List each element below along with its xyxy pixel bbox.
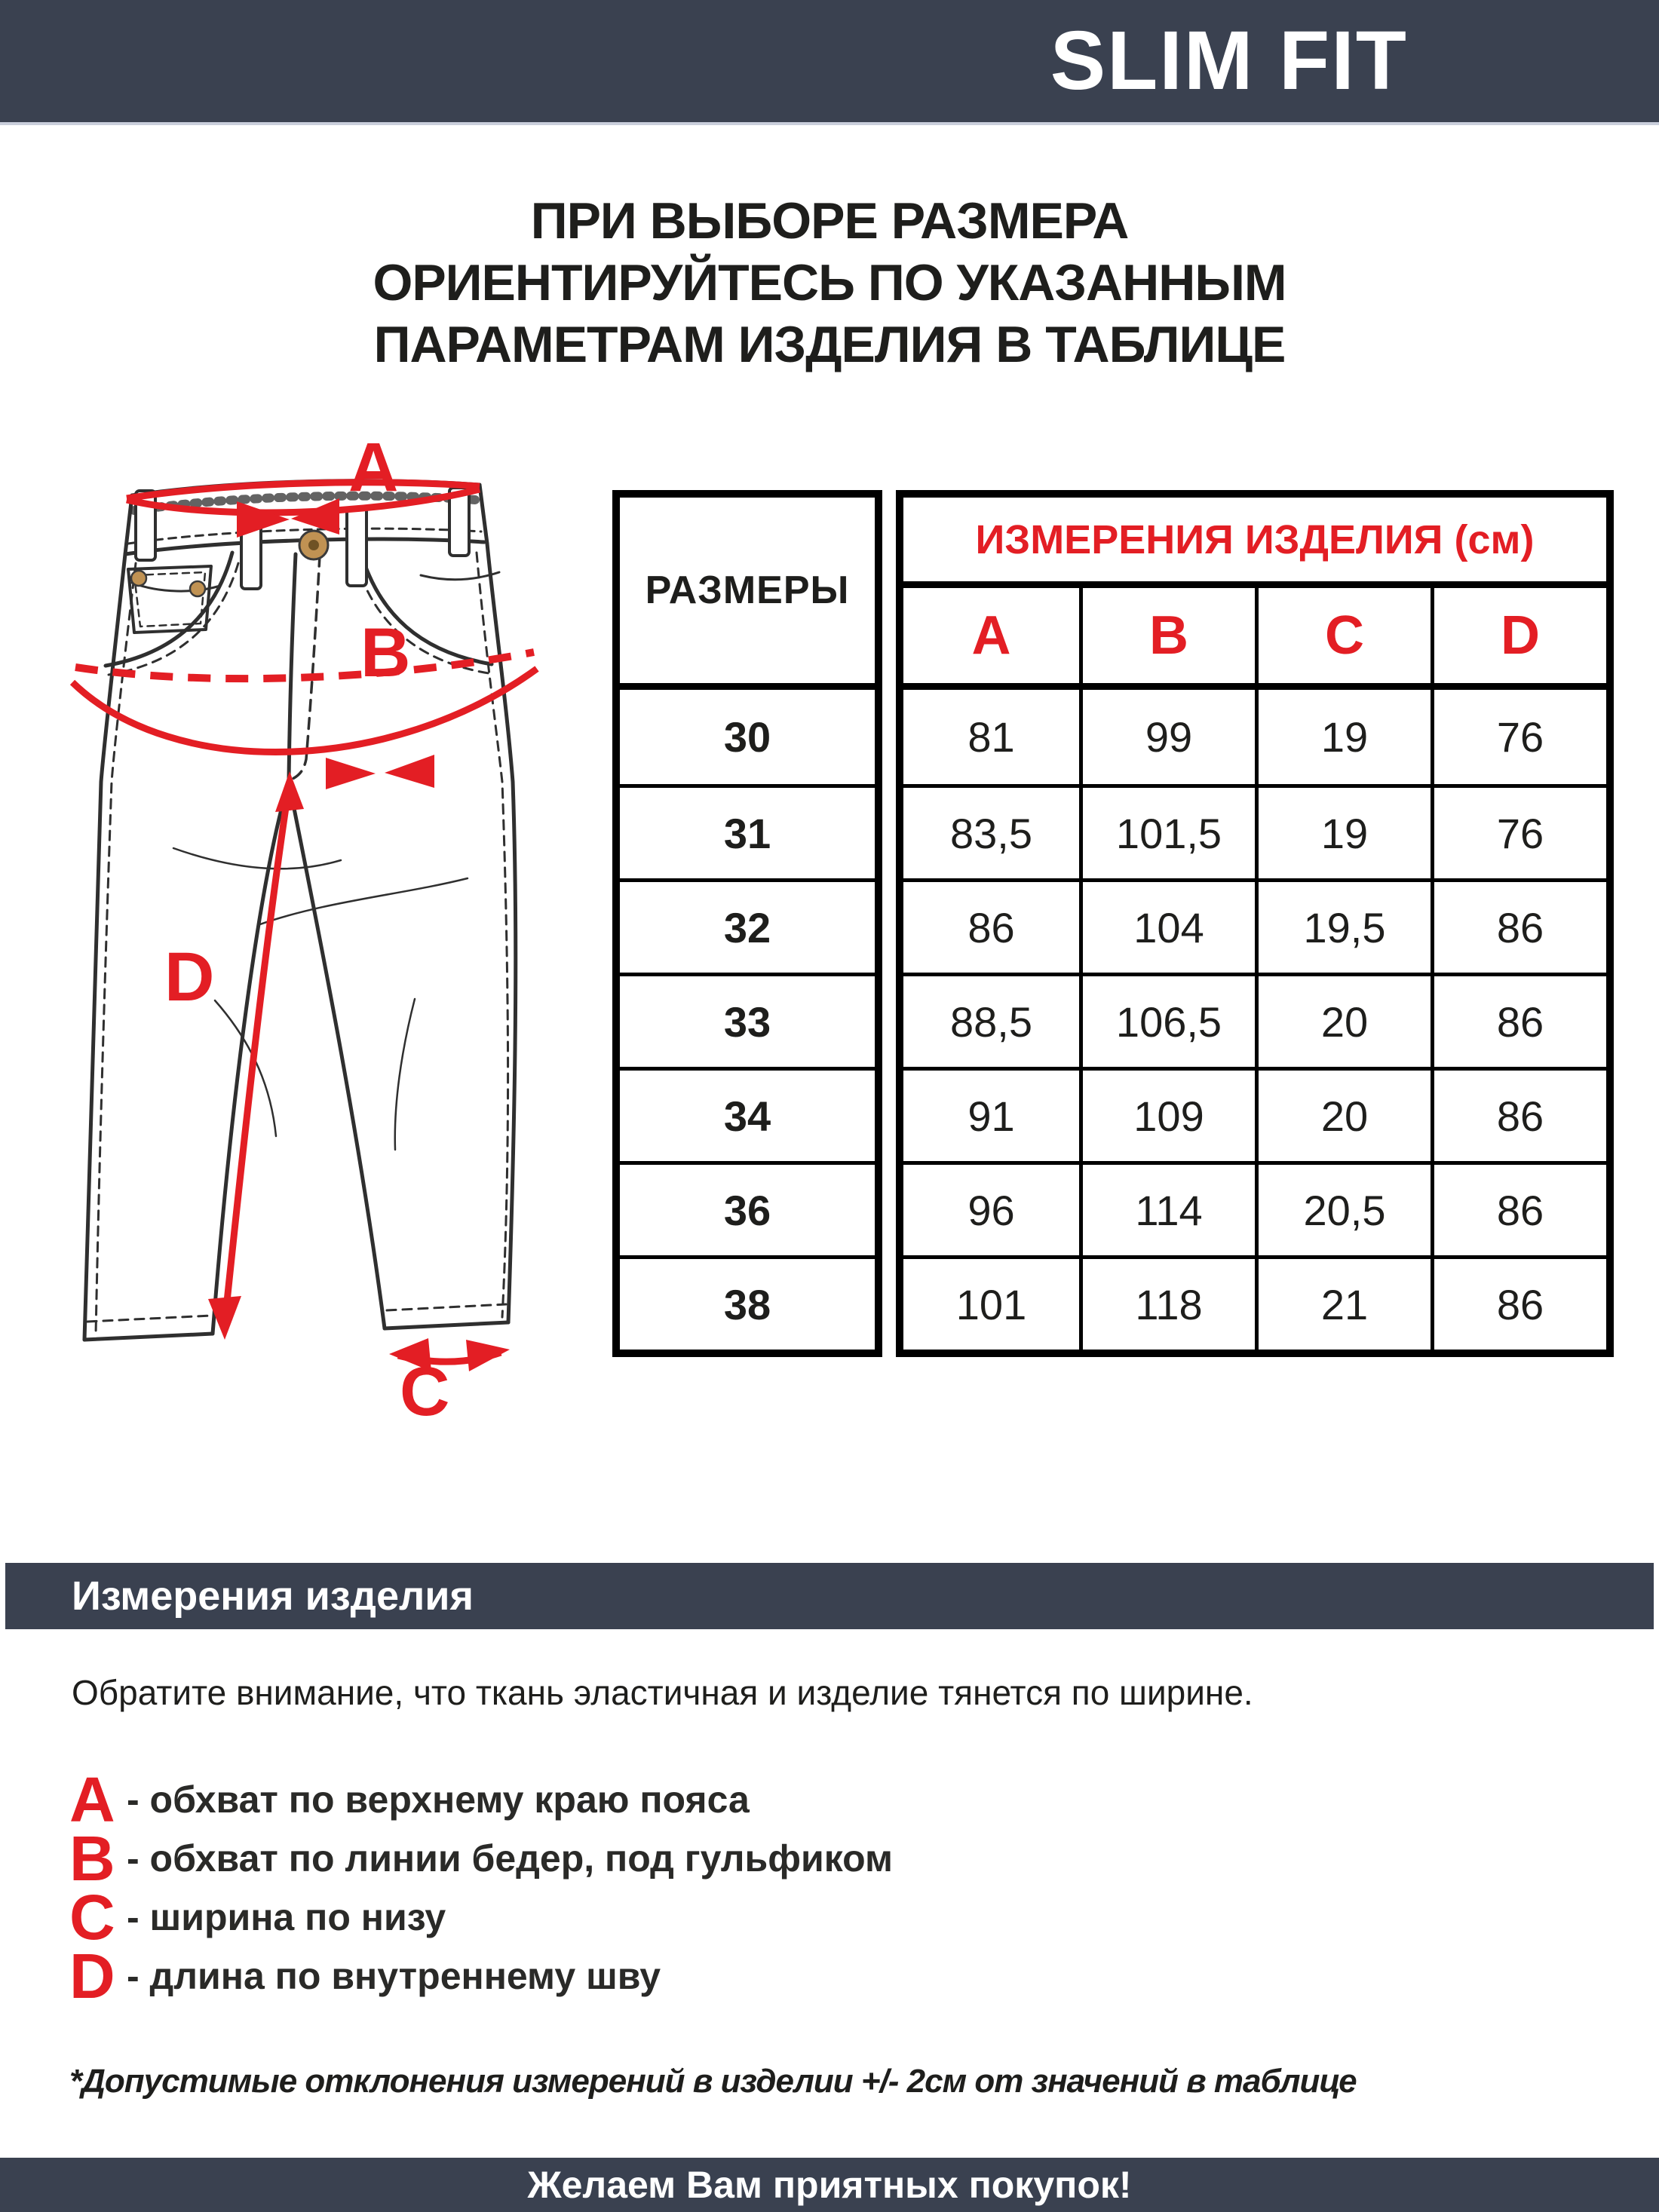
diagram-label-a: A xyxy=(348,429,399,506)
intro-line-1: ПРИ ВЫБОРЕ РАЗМЕРА xyxy=(530,192,1129,250)
fit-title: SLIM FIT xyxy=(1050,14,1408,107)
legend-letter: D xyxy=(69,1941,115,2011)
value-cell-c: 20,5 xyxy=(1255,1161,1431,1255)
diagram-label-c: C xyxy=(400,1353,450,1421)
value-cell-b: 106,5 xyxy=(1079,973,1255,1067)
intro-line-2: ОРИЕНТИРУЙТЕСЬ ПО УКАЗАННЫМ xyxy=(373,254,1286,311)
diagram-label-b: B xyxy=(360,614,411,691)
measurement-labels xyxy=(164,429,449,1421)
size-cell: 38 xyxy=(620,1255,875,1350)
measurements-table xyxy=(896,490,1614,1357)
header-bar xyxy=(0,0,1659,125)
value-cell-a: 96 xyxy=(903,1161,1079,1255)
legend-text: - обхват по линии бедер, под гульфиком xyxy=(127,1837,893,1880)
value-cell-a: 101 xyxy=(903,1255,1079,1350)
intro-line-3: ПАРАМЕТРАМ ИЗДЕЛИЯ В ТАБЛИЦЕ xyxy=(373,316,1286,373)
measurement-legend xyxy=(69,1764,893,2011)
size-cell: 34 xyxy=(620,1067,875,1161)
value-cell-a: 83,5 xyxy=(903,784,1079,878)
legend-letter: B xyxy=(69,1823,115,1894)
value-cell-d: 76 xyxy=(1431,690,1606,784)
sizes-column xyxy=(612,490,882,1357)
measurement-lines xyxy=(72,483,537,1362)
elastic-note: Обратите внимание, что ткань эластичная и изделие тянется по ширине. xyxy=(72,1673,1253,1712)
diagram-label-d: D xyxy=(164,939,215,1016)
size-cell: 32 xyxy=(620,878,875,973)
legend-letter: C xyxy=(69,1882,115,1953)
value-cell-b: 104 xyxy=(1079,878,1255,973)
value-cell-c: 20 xyxy=(1255,1067,1431,1161)
measurements-header: ИЗМЕРЕНИЯ ИЗДЕЛИЯ (см) xyxy=(903,498,1606,588)
measurement-arrowheads xyxy=(208,498,510,1371)
legend-item xyxy=(69,1941,893,2011)
legend-item xyxy=(69,1823,893,1894)
value-cell-a: 81 xyxy=(967,713,1015,761)
value-cell-d: 86 xyxy=(1431,1067,1606,1161)
legend-item xyxy=(69,1882,893,1953)
footer-bar xyxy=(0,2158,1659,2212)
sizes-header: РАЗМЕРЫ xyxy=(620,498,875,690)
column-header-b: B xyxy=(1079,588,1255,690)
size-cell: 33 xyxy=(620,973,875,1067)
deviation-note: *Допустимые отклонения измерений в изделии +/- 2см от значений в таблице xyxy=(69,2063,1357,2100)
legend-item xyxy=(69,1764,893,1835)
size-table xyxy=(612,490,1614,1357)
measurements-section-bar xyxy=(5,1563,1654,1629)
legend-letter: A xyxy=(69,1764,115,1835)
value-cell-d: 86 xyxy=(1431,878,1606,973)
value-cell-a: 88,5 xyxy=(903,973,1079,1067)
value-cell-d: 86 xyxy=(1431,1161,1606,1255)
measurements-section-title: Измерения изделия xyxy=(72,1573,474,1619)
value-cell-a: 91 xyxy=(903,1067,1079,1161)
size-cell: 30 xyxy=(723,713,771,761)
value-cell-c: 21 xyxy=(1255,1255,1431,1350)
legend-text: - длина по внутреннему шву xyxy=(127,1955,661,1997)
value-cell-b: 118 xyxy=(1079,1255,1255,1350)
intro-heading xyxy=(0,190,1659,375)
value-cell-c: 19,5 xyxy=(1255,878,1431,973)
column-header-c: C xyxy=(1255,588,1431,690)
value-cell-c: 19 xyxy=(1255,784,1431,878)
jeans-diagram xyxy=(60,426,581,1421)
value-cell-c: 19 xyxy=(1255,690,1431,784)
value-cell-d: 86 xyxy=(1431,1255,1606,1350)
jeans-outline xyxy=(84,481,516,1340)
value-cell-a: 86 xyxy=(903,878,1079,973)
value-cell-b: 101,5 xyxy=(1079,784,1255,878)
column-header-a: A xyxy=(903,588,1079,690)
value-cell-b: 99 xyxy=(1079,690,1255,784)
value-cell-d: 86 xyxy=(1431,973,1606,1067)
value-cell-b: 109 xyxy=(1079,1067,1255,1161)
legend-text: - ширина по низу xyxy=(127,1896,446,1938)
legend-text: - обхват по верхнему краю пояса xyxy=(127,1778,750,1821)
value-cell-d: 76 xyxy=(1431,784,1606,878)
footer-message: Желаем Вам приятных покупок! xyxy=(527,2164,1132,2206)
value-cell-c: 20 xyxy=(1255,973,1431,1067)
size-cell: 36 xyxy=(620,1161,875,1255)
value-cell-b: 114 xyxy=(1079,1161,1255,1255)
size-cell: 31 xyxy=(620,784,875,878)
column-header-d: D xyxy=(1431,588,1606,690)
